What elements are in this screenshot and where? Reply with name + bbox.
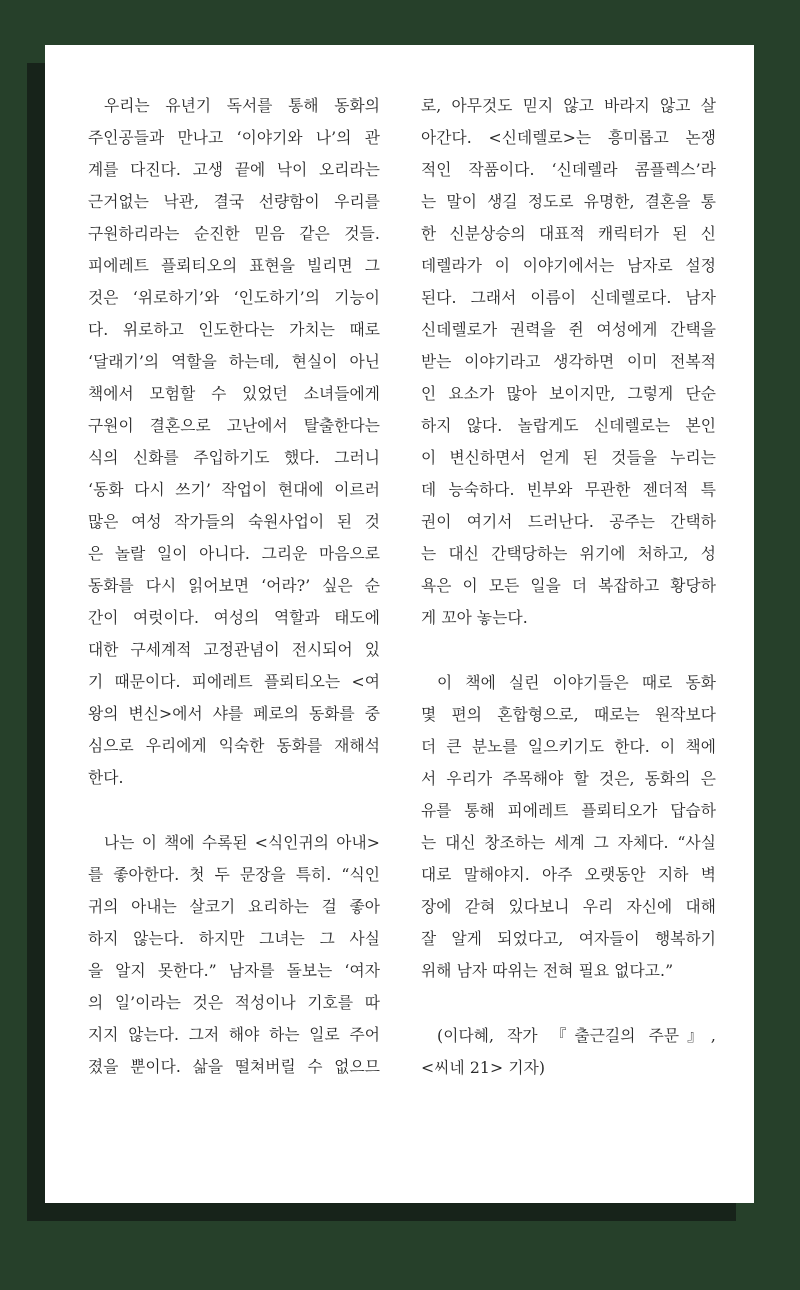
text-line: 로, 아무것도 믿지 않고 바라지 않고 살	[421, 96, 716, 115]
byline	[421, 1020, 716, 1084]
text-line: 것은 ‘위로하기’와 ‘인도하기’의 기능이	[88, 288, 380, 307]
text-line: 이 책에 실린 이야기들은 때로 동화	[437, 673, 716, 692]
paragraph-2	[88, 827, 380, 1083]
paragraph-1	[88, 90, 380, 794]
text-line: 은 놀랄 일이 아니다. 그리운 마음으로	[88, 544, 380, 563]
text-line: 우리는 유년기 독서를 통해 동화의	[104, 96, 380, 115]
text-line: 지지 않는다. 그저 해야 하는 일로 주어	[88, 1025, 380, 1044]
text-line: 장에 갇혀 있다보니 우리 자신에 대해	[421, 897, 716, 916]
text-line: 나는 이 책에 수록된 <식인귀의 아내>	[104, 833, 380, 852]
book-page	[45, 45, 754, 1203]
text-line: ‘달래기’의 역할을 하는데, 현실이 아닌	[88, 352, 380, 371]
text-line: 식의 신화를 주입하기도 했다. 그러니	[88, 448, 380, 467]
text-line: 근거없는 낙관, 결국 선량함이 우리를	[88, 192, 380, 211]
text-line: 구원이 결혼으로 고난에서 탈출한다는	[88, 416, 380, 435]
text-line: <씨네 21> 기자)	[421, 1058, 546, 1077]
text-line: 책에서 모험할 수 있었던 소녀들에게	[88, 384, 380, 403]
text-line: 심으로 우리에게 익숙한 동화를 재해석	[88, 736, 380, 755]
text-line: 서 우리가 주목해야 할 것은, 동화의 은	[421, 769, 716, 788]
text-line: 왕의 변신>에서 샤를 페로의 동화를 중	[88, 704, 380, 723]
text-line: 많은 여성 작가들의 숙원사업이 된 것	[88, 512, 380, 531]
text-line: 된다. 그래서 이름이 신데렐로다. 남자	[421, 288, 716, 307]
text-line: 인 요소가 많아 보이지만, 그렇게 단순	[421, 384, 716, 403]
left-column	[88, 90, 380, 1083]
paragraph-gap	[88, 794, 380, 827]
text-line: 한 신분상승의 대표적 캐릭터가 된 신	[421, 224, 716, 243]
text-line: 한다.	[88, 768, 124, 787]
text-line: 잘 알게 되었다고, 여자들이 행복하기	[421, 929, 716, 948]
text-line: 데렐라가 이 이야기에서는 남자로 설정	[421, 256, 716, 275]
text-line: 는 대신 창조하는 세계 그 자체다. “사실	[421, 833, 716, 852]
text-line: 를 좋아한다. 첫 두 문장을 특히. “식인	[88, 865, 380, 884]
text-line: 의 일’이라는 것은 적성이나 기호를 따	[88, 993, 380, 1012]
text-line: 더 큰 분노를 일으키기도 한다. 이 책에	[421, 737, 716, 756]
text-line: 데 능숙하다. 빈부와 무관한 젠더적 특	[421, 480, 716, 499]
text-line: 주인공들과 만나고 ‘이야기와 나’의 관	[88, 128, 380, 147]
text-line: 귀의 아내는 살코기 요리하는 걸 좋아	[88, 897, 380, 916]
text-line: 동화를 다시 읽어보면 ‘어라?’ 싶은 순	[88, 576, 380, 595]
text-line: 욕은 이 모든 일을 더 복잡하고 황당하	[421, 576, 716, 595]
text-line: 는 대신 간택당하는 위기에 처하고, 성	[421, 544, 716, 563]
text-line: 위해 남자 따위는 전혀 필요 없다고.”	[421, 961, 674, 980]
text-line: 몇 편의 혼합형으로, 때로는 원작보다	[421, 705, 716, 724]
text-line: 다. 위로하고 인도한다는 가치는 때로	[88, 320, 380, 339]
text-line: 적인 작품이다. ‘신데렐라 콤플렉스’라	[421, 160, 716, 179]
text-line: 졌을 뿐이다. 삶을 떨쳐버릴 수 없으므	[88, 1057, 380, 1076]
text-line: 하지 않다. 놀랍게도 신데렐로는 본인	[421, 416, 716, 435]
text-line: 이 변신하면서 얻게 된 것들을 누리는	[421, 448, 716, 467]
text-line: 을 알지 못한다.” 남자를 돌보는 ‘여자	[88, 961, 380, 980]
paragraph-2-continued	[421, 90, 716, 634]
paragraph-gap	[421, 634, 716, 667]
text-line: 기 때문이다. 피에레트 플뢰티오는 <여	[88, 672, 380, 691]
text-line: 피에레트 플뢰티오의 표현을 빌리면 그	[88, 256, 380, 275]
text-line: 계를 다진다. 고생 끝에 낙이 오리라는	[88, 160, 380, 179]
text-line: 게 꼬아 놓는다.	[421, 608, 528, 627]
text-line: 대로 말해야지. 아주 오랫동안 지하 벽	[421, 865, 716, 884]
text-line: 하지 않는다. 하지만 그녀는 그 사실	[88, 929, 380, 948]
text-line: (이다혜, 작가 『출근길의 주문』,	[437, 1026, 716, 1045]
text-line: 권이 여기서 드러난다. 공주는 간택하	[421, 512, 716, 531]
text-line: 신데렐로가 권력을 쥔 여성에게 간택을	[421, 320, 716, 339]
text-line: 간이 여럿이다. 여성의 역할과 태도에	[88, 608, 380, 627]
text-line: 대한 구세계적 고정관념이 전시되어 있	[88, 640, 380, 659]
text-line: 구원하리라는 순진한 믿음 같은 것들.	[88, 224, 380, 243]
text-line: 받는 이야기라고 생각하면 이미 전복적	[421, 352, 716, 371]
text-line: 유를 통해 피에레트 플뢰티오가 답습하	[421, 801, 716, 820]
paragraph-3	[421, 667, 716, 987]
text-line: 는 말이 생길 정도로 유명한, 결혼을 통	[421, 192, 716, 211]
text-line: ‘동화 다시 쓰기’ 작업이 현대에 이르러	[88, 480, 380, 499]
text-line: 아간다. <신데렐로>는 흥미롭고 논쟁	[421, 128, 716, 147]
paragraph-gap	[421, 987, 716, 1020]
right-column	[421, 90, 716, 1084]
